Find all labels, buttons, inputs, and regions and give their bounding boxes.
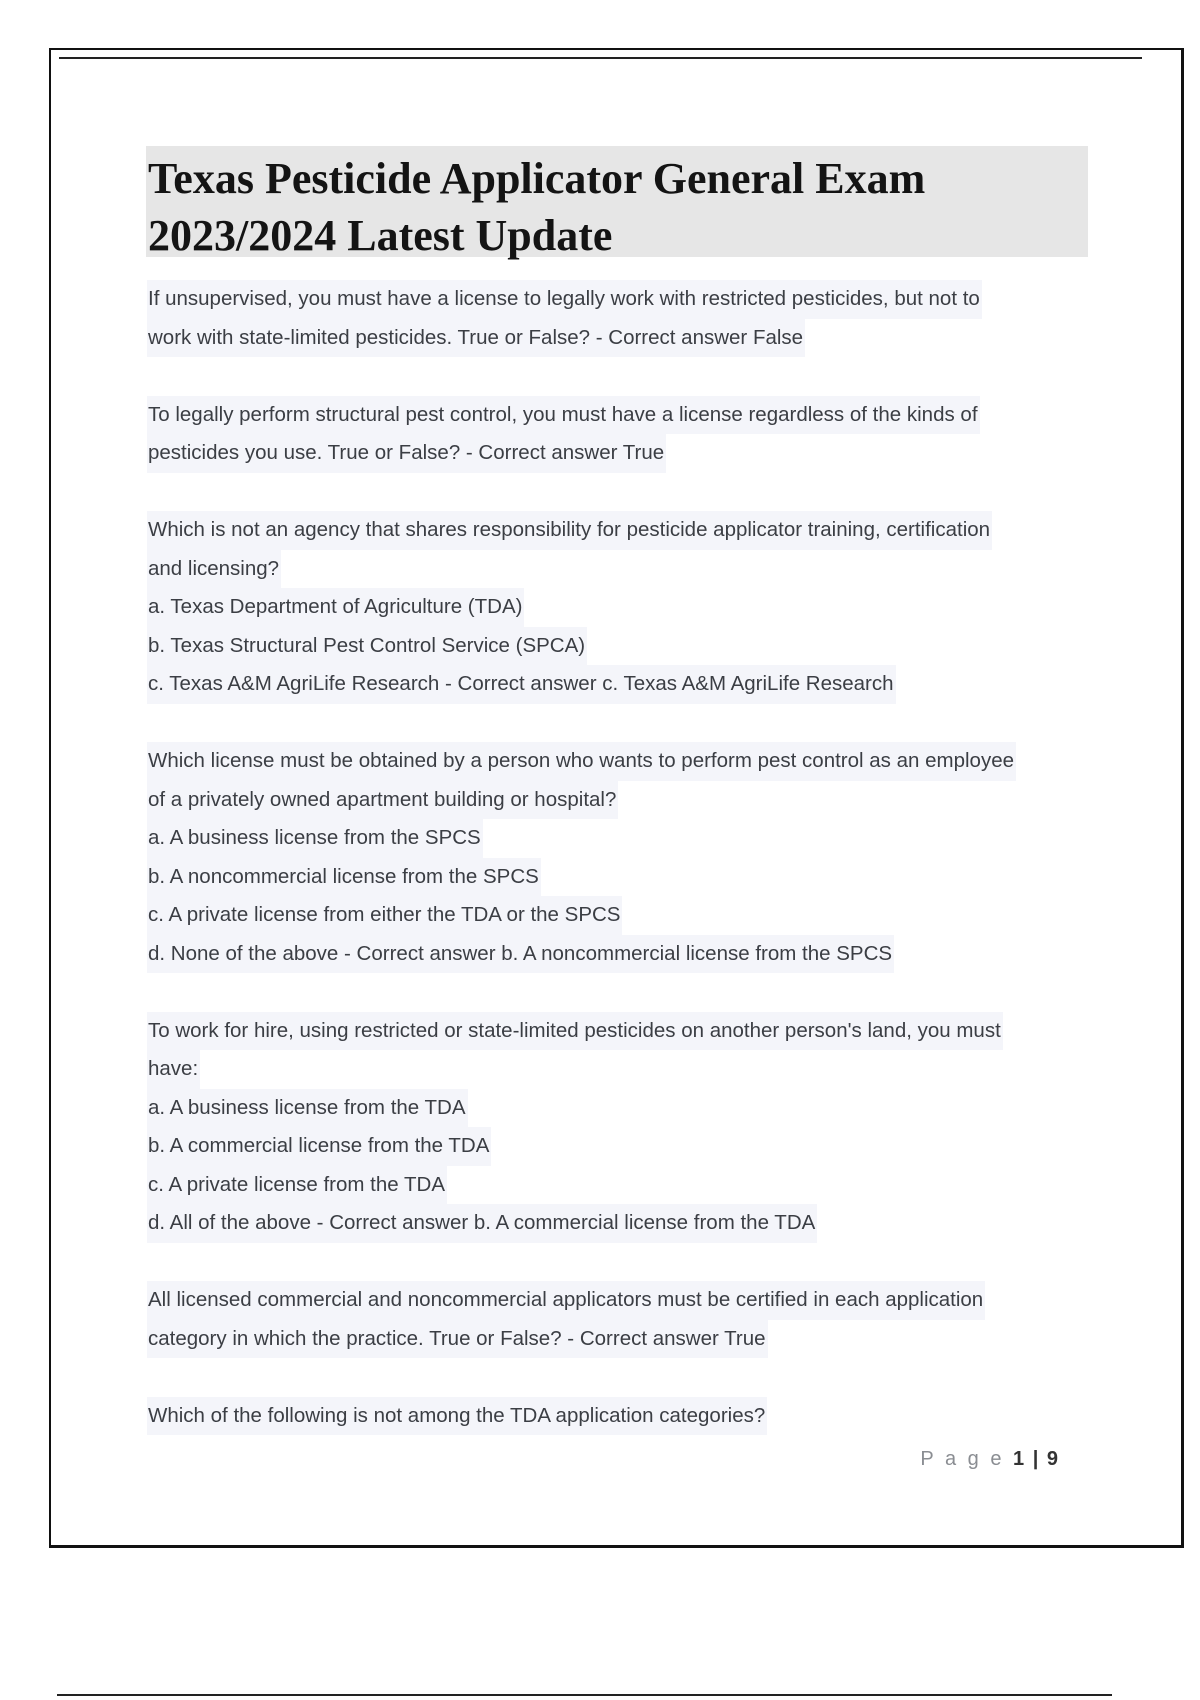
document-title bbox=[146, 146, 1088, 264]
question-3-option-b: b. Texas Structural Pest Control Service (SPCA) bbox=[147, 627, 587, 666]
question-6-line-2: category in which the practice. True or False? - Correct answer True bbox=[147, 1320, 768, 1359]
question-6-line-1: All licensed commercial and noncommercial applicators must be certified in each application bbox=[147, 1281, 985, 1320]
title-line-1: Texas Pesticide Applicator General Exam bbox=[148, 154, 926, 203]
page-separator: | bbox=[1032, 1448, 1039, 1470]
question-3-option-a: a. Texas Department of Agriculture (TDA) bbox=[147, 588, 524, 627]
next-page-top-rule bbox=[57, 1694, 1112, 1696]
question-5-line-2: have: bbox=[147, 1050, 200, 1089]
question-5-option-d: d. All of the above - Correct answer b. A commercial license from the TDA bbox=[147, 1204, 817, 1243]
page-frame bbox=[49, 48, 1184, 1548]
question-1 bbox=[147, 280, 1097, 357]
question-4-line-2: of a privately owned apartment building or hospital? bbox=[147, 781, 618, 820]
questions-list bbox=[147, 280, 1097, 1474]
question-4-line-1: Which license must be obtained by a person who wants to perform pest control as an employee bbox=[147, 742, 1016, 781]
page-total: 9 bbox=[1046, 1448, 1058, 1470]
question-2-line-2: pesticides you use. True or False? - Correct answer True bbox=[147, 434, 666, 473]
question-3-option-c: c. Texas A&M AgriLife Research - Correct answer c. Texas A&M AgriLife Research bbox=[147, 665, 896, 704]
question-1-line-2: work with state-limited pesticides. True or False? - Correct answer False bbox=[147, 319, 805, 358]
question-7-line-1: Which of the following is not among the TDA application categories? bbox=[147, 1397, 767, 1436]
question-7 bbox=[147, 1397, 1097, 1436]
page-label: P a g e bbox=[920, 1448, 1005, 1470]
question-5-option-c: c. A private license from the TDA bbox=[147, 1166, 447, 1205]
question-1-line-1: If unsupervised, you must have a license to legally work with restricted pesticides, but not to bbox=[147, 280, 982, 319]
question-2-line-1: To legally perform structural pest control, you must have a license regardless of the kinds of bbox=[147, 396, 980, 435]
question-4-option-d: d. None of the above - Correct answer b. A noncommercial license from the SPCS bbox=[147, 935, 894, 974]
question-3-line-2: and licensing? bbox=[147, 550, 281, 589]
question-4 bbox=[147, 742, 1097, 973]
top-rule bbox=[59, 57, 1142, 59]
question-6 bbox=[147, 1281, 1097, 1358]
question-4-option-a: a. A business license from the SPCS bbox=[147, 819, 483, 858]
question-4-option-b: b. A noncommercial license from the SPCS bbox=[147, 858, 541, 897]
title-box bbox=[146, 146, 1088, 260]
question-2 bbox=[147, 396, 1097, 473]
page-current: 1 bbox=[1013, 1448, 1025, 1470]
question-3 bbox=[147, 511, 1097, 704]
page-number bbox=[920, 1448, 1058, 1471]
question-5-option-a: a. A business license from the TDA bbox=[147, 1089, 468, 1128]
question-5-option-b: b. A commercial license from the TDA bbox=[147, 1127, 491, 1166]
title-line-2: 2023/2024 Latest Update bbox=[148, 211, 613, 260]
question-3-line-1: Which is not an agency that shares responsibility for pesticide applicator training, certification bbox=[147, 511, 992, 550]
question-4-option-c: c. A private license from either the TDA or the SPCS bbox=[147, 896, 622, 935]
question-5-line-1: To work for hire, using restricted or state-limited pesticides on another person's land, you must bbox=[147, 1012, 1003, 1051]
question-5 bbox=[147, 1012, 1097, 1243]
